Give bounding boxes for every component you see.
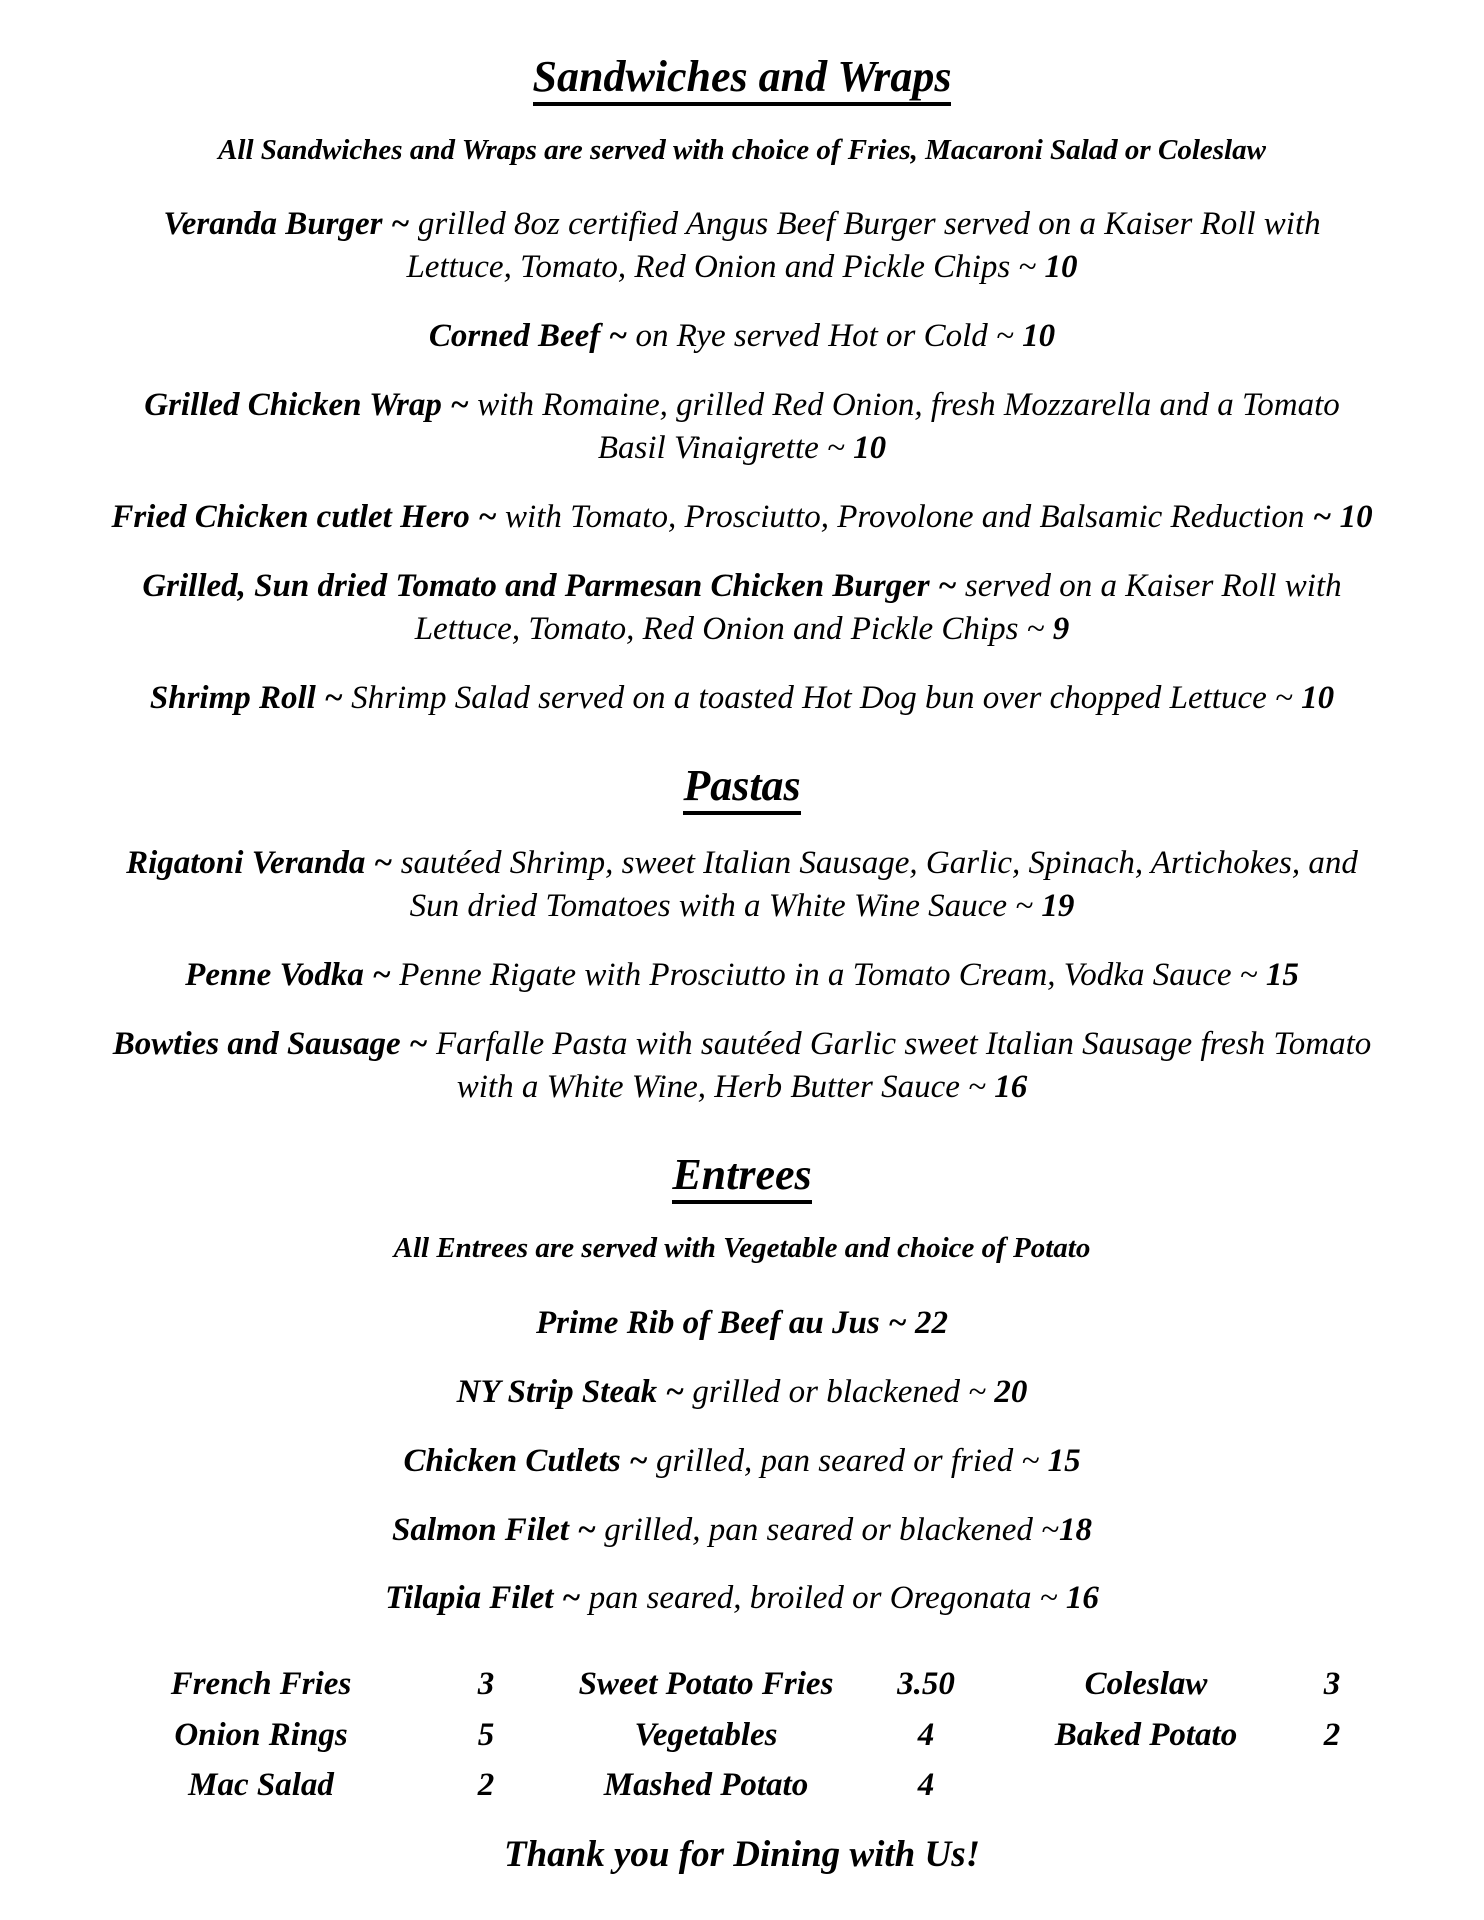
menu-item-description: Shrimp Salad served on a toasted Hot Dog bun over chopped Lettuce ~ [342,679,1302,716]
side-item-price [1291,1767,1373,1803]
side-item-label: Coleslaw [1084,1666,1208,1703]
menu-item-bold-text: NY Strip Steak ~ [456,1373,685,1410]
side-item-label: Baked Potato [1054,1716,1238,1753]
side-item-label: Vegetables [634,1716,778,1753]
menu-item-description: with Romaine, grilled Red Onion, fresh Mozzarella and a Tomato Basil Vinaigrette ~ [468,387,1340,466]
section-heading-text: Entrees [672,1150,811,1204]
menu-content [111,0,1373,1876]
menu-item [111,1577,1373,1620]
menu-item-bold-text: Corned Beef ~ [428,318,628,355]
section-heading-pastas [111,761,1373,812]
section-heading-sandwiches-and-wraps [111,52,1373,103]
menu-item-bold-text: Chicken Cutlets ~ [403,1442,648,1479]
menu-item-bold-text: 15 [1265,956,1299,993]
menu-item [111,954,1373,997]
menu-item-description: grilled or blackened ~ [684,1373,995,1410]
menu-item [111,203,1373,289]
menu-item [111,1302,1373,1345]
menu-sections [111,52,1373,1620]
side-item-price: 3.50 [897,1666,955,1703]
menu-item-bold-text: 15 [1047,1442,1081,1479]
side-item-label: French Fries [170,1666,352,1703]
side-item-price: 4 [917,1716,935,1753]
menu-item-bold-text: 16 [994,1068,1028,1105]
menu-item-bold-text: 18 [1058,1511,1092,1548]
section-note-sandwiches-and-wraps: All Sandwiches and Wraps are served with choice of Fries, Macaroni Salad or Coleslaw [218,133,1266,166]
menu-item-description: Penne Rigate with Prosciutto in a Tomato Cream, Vodka Sauce ~ [390,956,1266,993]
menu-item-bold-text: Grilled, Sun dried Tomato and Parmesan Chicken Burger ~ [142,567,957,604]
menu-item-bold-text: Rigatoni Veranda ~ [126,845,393,881]
section-heading-text: Pastas [683,761,800,815]
menu-item-description: served on a Kaiser Roll with Lettuce, Tomato, Red Onion and Pickle Chips ~ [414,567,1342,647]
menu-item-description: grilled, pan seared or fried ~ [647,1442,1048,1479]
side-item-price: 5 [477,1716,495,1753]
section-heading-text: Sandwiches and Wraps [533,52,952,106]
menu-item-description: pan seared, broiled or Oregonata ~ [580,1580,1066,1617]
menu-item [111,1023,1373,1109]
section-heading-entrees [111,1150,1373,1201]
menu-item [111,1509,1373,1552]
side-item-price: 3 [1323,1666,1341,1703]
menu-item-bold-text: Grilled Chicken Wrap ~ [144,387,469,424]
menu-item-description: with Tomato, Prosciutto, Provolone and Balsamic Reduction [496,498,1313,535]
menu-item-bold-text: 10 [1044,249,1078,286]
side-item-price: 2 [477,1766,495,1803]
menu-item-bold-text: ~ 10 [1312,498,1373,535]
side-item-price: 4 [917,1766,935,1803]
thank-you-note: Thank you for Dining with Us! [504,1834,980,1876]
menu-item [111,1440,1373,1483]
side-item-label: Mashed Potato [603,1766,809,1803]
section-note-entrees: All Entrees are served with Vegetable and choice of Potato [393,1232,1091,1265]
menu-item [111,842,1373,928]
menu-item-bold-text: 9 [1052,610,1070,647]
menu-item-bold-text: Bowties and Sausage ~ [112,1025,428,1062]
side-item-price: 3 [477,1666,495,1703]
menu-item-bold-text: Prime Rib of Beef au Jus ~ 22 [535,1304,949,1341]
menu-item-bold-text: Fried Chicken cutlet Hero ~ [111,498,497,535]
menu-item-description: Farfalle Pasta with sautéed Garlic sweet Italian Sausage fresh Tomato with a White Wine, Herb Butter Sauce ~ [427,1025,1372,1105]
menu-item [111,565,1373,651]
sides-table [111,1666,1373,1803]
side-item-label: Onion Rings [174,1716,348,1753]
side-item-price: 2 [1323,1716,1341,1753]
menu-item-bold-text: Salmon Filet ~ [392,1511,597,1548]
menu-item [111,315,1373,358]
menu-item-bold-text: 10 [1301,679,1335,716]
side-item-label: Mac Salad [188,1766,334,1803]
side-item-label [1001,1767,1291,1803]
menu-item-description: on Rye served Hot or Cold ~ [627,318,1023,355]
menu-item-bold-text: Shrimp Roll ~ [149,679,343,716]
menu-item-bold-text: Veranda Burger ~ [163,206,410,243]
menu-item-bold-text: Penne Vodka ~ [185,956,391,993]
menu-item [111,677,1373,720]
menu-item [111,384,1373,470]
menu-item-bold-text: 20 [994,1373,1028,1410]
menu-item-bold-text: 19 [1041,887,1075,924]
menu-item [111,496,1373,539]
menu-item-bold-text: 10 [1022,318,1056,355]
menu-item-description: grilled, pan seared or blackened ~ [596,1511,1059,1548]
menu-item-bold-text: Tilapia Filet ~ [385,1580,581,1617]
menu-item [111,1371,1373,1414]
menu-item-description: sautéed Shrimp, sweet Italian Sausage, Garlic, Spinach, Artichokes, and Sun dried Tomatoes with a White Wine Sauce ~ [392,845,1358,924]
side-item-label: Sweet Potato Fries [578,1666,834,1703]
menu-item-bold-text: 10 [853,429,887,466]
menu-item-description: grilled 8oz certified Angus Beef Burger served on a Kaiser Roll with Lettuce, Tomato, Red Onion and Pickle Chips ~ [406,206,1321,286]
menu-item-bold-text: 16 [1065,1580,1099,1617]
